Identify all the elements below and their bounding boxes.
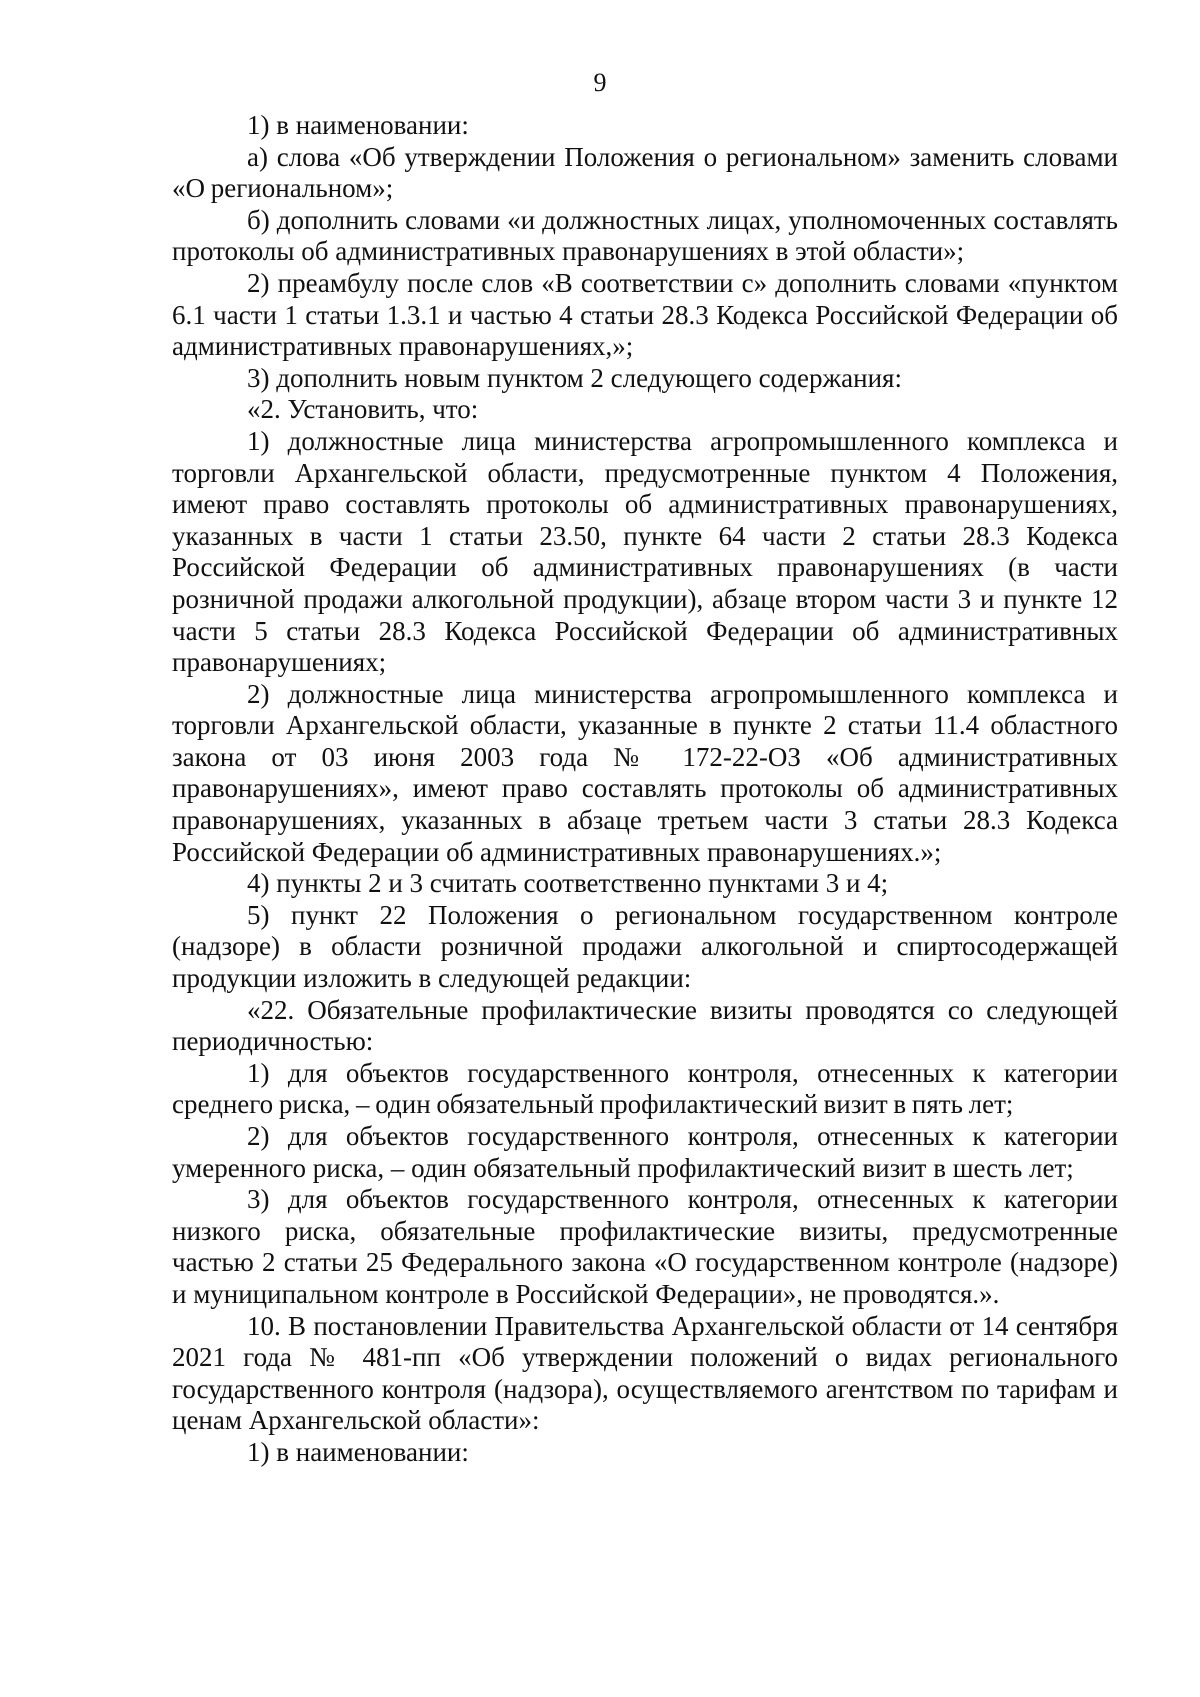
page-number: 9 — [593, 68, 607, 97]
paragraph-16: 1) в наименовании: — [247, 1436, 469, 1467]
paragraph-7: 1) должностные лица министерства агропромышленного комплекса и торговли Архангельской области, предусмотренные пунктом 4 Положения, имеют право составлять протоколы об административных правонарушениях, указанных в части 1 статьи 23.50, пункте 64 части 2 статьи 28.3 Кодекса Российской Федерации об административных правонарушениях (в части розничной продажи алкогольной продукции), абзаце втором части 3 и пункте 12 части 5 статьи 28.3 Кодекса Российской Федерации об административных правонарушениях; — [172, 425, 1118, 678]
document-body — [172, 110, 1118, 1469]
paragraph-8: 2) должностные лица министерства агропромышленного комплекса и торговли Архангельской области, указанные в пункте 2 статьи 11.4 областного закона от 03 июня 2003 года № 172-22-ОЗ «Об административных правонарушениях», имеют право составлять протоколы об административных правонарушениях, указанных в абзаце третьем части 3 статьи 28.3 Кодекса Российской Федерации об административных правонарушениях.»; — [172, 678, 1118, 867]
paragraph-11: «22. Обязательные профилактические визиты проводятся со следующей периодичностью: — [172, 994, 1118, 1057]
paragraph-6: «2. Установить, что: — [247, 394, 479, 425]
paragraph-2: а) слова «Об утверждении Положения о региональном» заменить словами «О региональном»; — [172, 141, 1118, 204]
paragraph-1: 1) в наименовании: — [247, 110, 469, 140]
paragraph-12: 1) для объектов государственного контроля, отнесенных к категории среднего риска, – один обязательный профилактический визит в пять лет; — [172, 1057, 1118, 1120]
paragraph-15: 10. В постановлении Правительства Архангельской области от 14 сентября 2021 года № 481-пп «Об утверждении положений о видах регионального государственного контроля (надзора), осуществляемого агентством по тарифам и ценам Архангельской области»: — [172, 1310, 1118, 1436]
paragraph-3: б) дополнить словами «и должностных лицах, уполномоченных составлять протоколы об административных правонарушениях в этой области»; — [172, 204, 1118, 267]
paragraph-13: 2) для объектов государственного контроля, отнесенных к категории умеренного риска, – один обязательный профилактический визит в шесть лет; — [172, 1121, 1118, 1183]
paragraph-14: 3) для объектов государственного контроля, отнесенных к категории низкого риска, обязательные профилактические визиты, предусмотренные частью 2 статьи 25 Федерального закона «О государственном контроле (надзоре) и муниципальном контроле в Российской Федерации», не проводятся.». — [172, 1184, 1118, 1309]
paragraph-9: 4) пункты 2 и 3 считать соответственно пунктами 3 и 4; — [247, 868, 889, 899]
paragraph-5: 3) дополнить новым пунктом 2 следующего содержания: — [247, 362, 902, 393]
paragraph-4: 2) преамбулу после слов «В соответствии с» дополнить словами «пунктом 6.1 части 1 статьи 1.3.1 и частью 4 статьи 28.3 Кодекса Российской Федерации об административных правонарушениях,»; — [172, 267, 1118, 362]
paragraph-10: 5) пункт 22 Положения о региональном государственном контроле (надзоре) в области розничной продажи алкогольной и спиртосодержащей продукции изложить в следующей редакции: — [172, 899, 1118, 994]
